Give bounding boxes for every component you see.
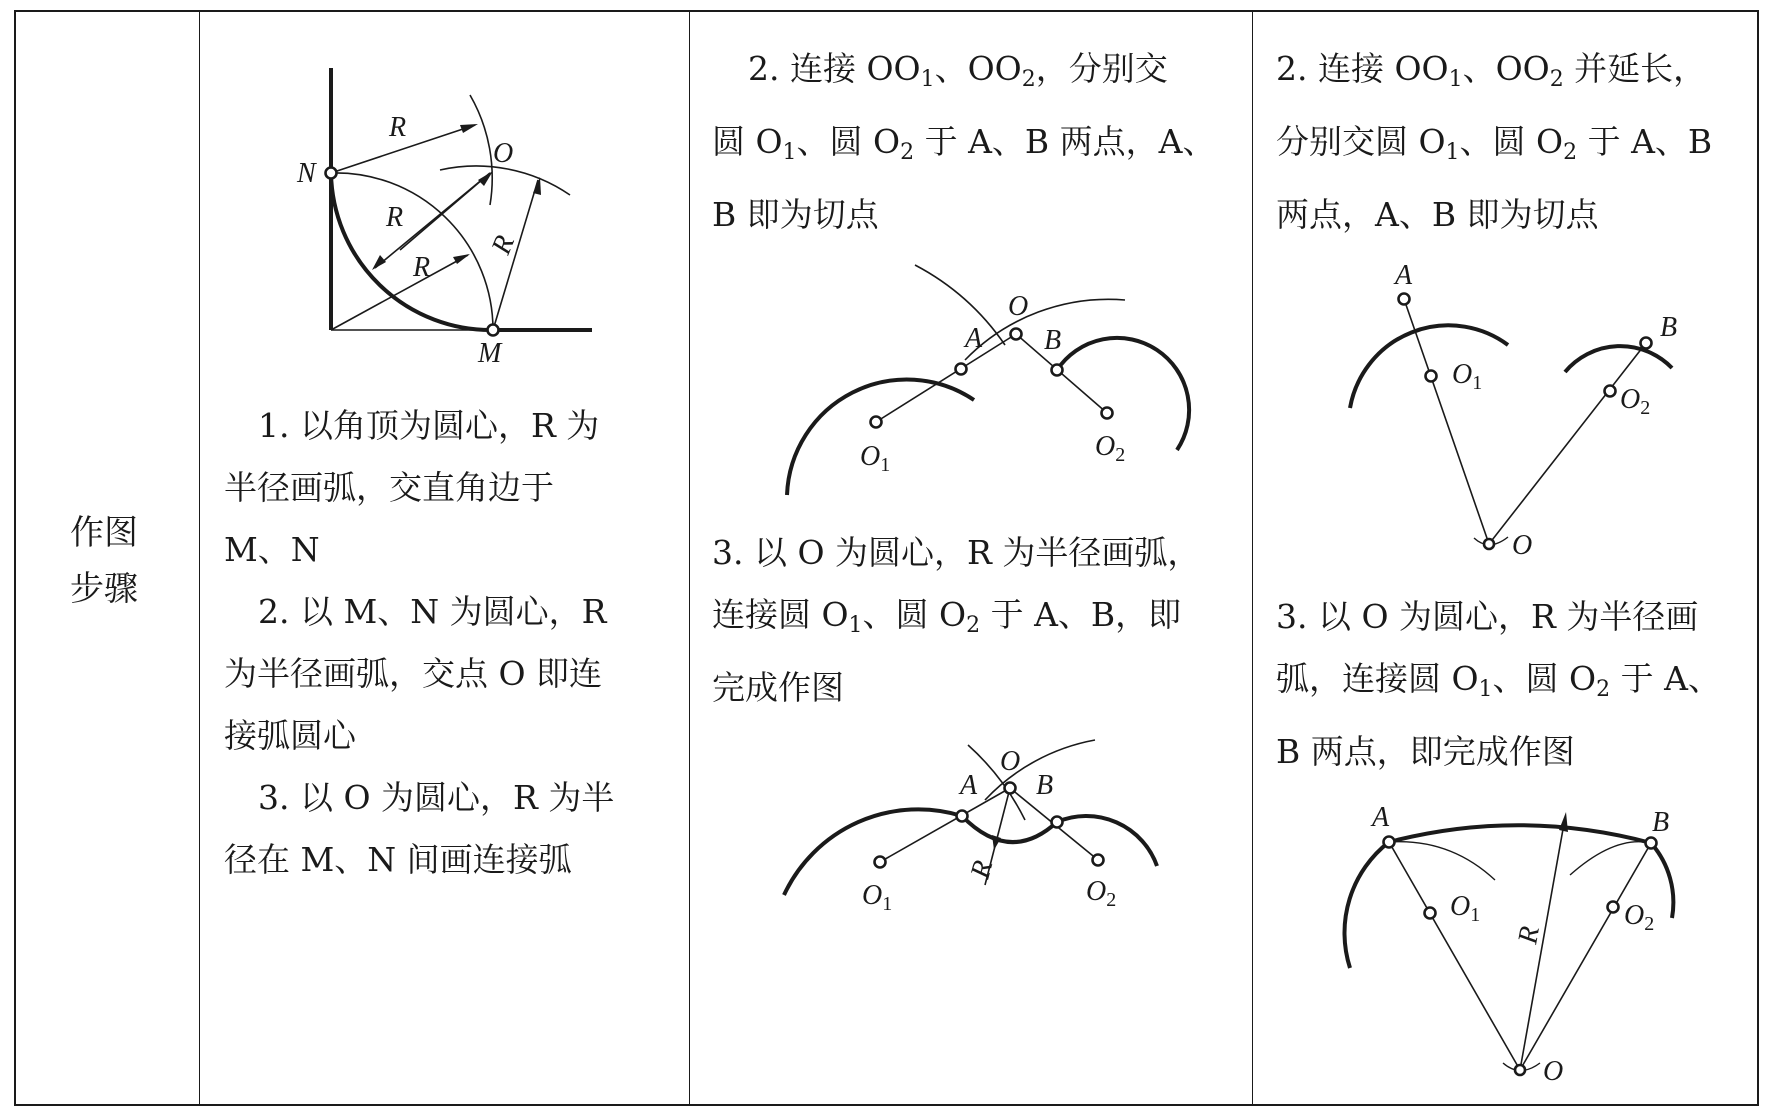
label-a: A [1372,802,1390,833]
arc-from-o1 [1389,842,1495,880]
label-a: A [965,323,983,354]
col1-step-line: 径在 M、N 间画连接弧 [224,840,572,879]
arrowhead [1559,812,1568,832]
point-a [1384,837,1395,848]
row-header-line: 作图 [70,513,138,553]
figure-stroke: O [1620,384,1641,415]
col3-step3-line2: 弧，连接圆 $O_1$、圆 $O_2$ 于 A、 [1276,659,1721,702]
label-m: M [478,338,502,369]
figure-stroke: 2 [1106,889,1117,911]
col1-step-line: M、N [224,530,320,569]
col1-step-line: 半径画弧，交直角边于 [224,468,554,507]
figure-stroke: 2 [1640,397,1651,419]
figure-stroke: O [860,441,881,472]
label-o: O [1008,291,1029,322]
col1-step-line: 为半径画弧，交点 O 即连 [224,654,603,693]
label-o: O [1000,746,1021,777]
figure-stroke [1344,818,1673,1071]
figure-stroke: O [1095,431,1116,462]
col3-step3-line3: B 两点，即完成作图 [1276,732,1575,771]
row-header-line: 步骤 [70,569,138,609]
figure-stroke: O [1452,359,1473,390]
arc-from-o2 [1570,842,1651,875]
figure-stroke: 1 [1472,372,1483,394]
col2-step3-line3: 完成作图 [712,668,844,707]
col1-step-line: 1. 以角顶为圆心，R 为 [258,406,600,445]
col3-step2-line2: 分别交圆 $O_1$、圆 $O_2$ 于 A、B [1276,122,1713,165]
label-a: A [1395,260,1413,291]
figure-stroke: O [1086,876,1107,907]
label-r: R [389,112,407,143]
col3-step2-line1: 2. 连接 $OO_1$、$OO_2$ 并延长， [1276,49,1707,92]
label-o1 [1450,891,1480,926]
figure-stroke: 1 [882,893,893,915]
col1-step-line: 2. 以 M、N 为圆心，R [258,592,607,631]
figure-stroke: 1 [1470,904,1481,926]
figure-stroke: O [862,880,883,911]
label-r: R [964,857,1000,882]
label-r: R [485,231,521,259]
connecting-arc [1389,825,1651,843]
label-r: R [1512,923,1546,947]
label-o2 [1624,900,1654,935]
figure-stroke: O [1450,891,1471,922]
col2-step2-line3: B 即为切点 [712,195,879,234]
point-o [1515,1065,1525,1075]
col3-step3-line1: 3. 以 O 为圆心，R 为半径画 [1276,597,1699,636]
point-o2 [1608,902,1619,913]
col2-step2-line1: 2. 连接 $OO_1$、$OO_2$，分别交 [748,49,1168,92]
circle-o1-arc [1344,842,1389,968]
circle-o2-arc [1651,843,1673,918]
label-r: R [386,202,404,233]
label-r: R [413,252,431,283]
label-b: B [1660,312,1678,343]
line-oa [1389,842,1520,1070]
col1-step-line: 接弧圆心 [224,716,356,755]
label-n: N [297,158,316,189]
point-b [1646,838,1657,849]
label-o: O [1543,1056,1564,1087]
figure-stroke: O [1624,900,1645,931]
label-b: B [1044,325,1062,356]
col3-step2-line3: 两点，A、B 即为切点 [1276,195,1599,234]
figure-stroke: 2 [1644,913,1655,935]
label-b: B [1036,770,1054,801]
label-b: B [1652,807,1670,838]
figure-stroke: 1 [880,454,891,476]
col2-step3-line1: 3. 以 O 为圆心，R 为半径画弧， [712,533,1201,572]
label-o: O [1512,530,1533,561]
point-o1 [1425,908,1436,919]
label-o: O [493,138,514,169]
col2-step3-line2: 连接圆 $O_1$、圆 $O_2$ 于 A、B，即 [712,595,1182,638]
col2-step2-line2: 圆 $O_1$、圆 $O_2$ 于 A、B 两点，A、 [712,122,1216,165]
label-a: A [960,770,978,801]
col1-step-line: 3. 以 O 为圆心，R 为半 [258,778,615,817]
figure-stroke: 2 [1115,444,1126,466]
